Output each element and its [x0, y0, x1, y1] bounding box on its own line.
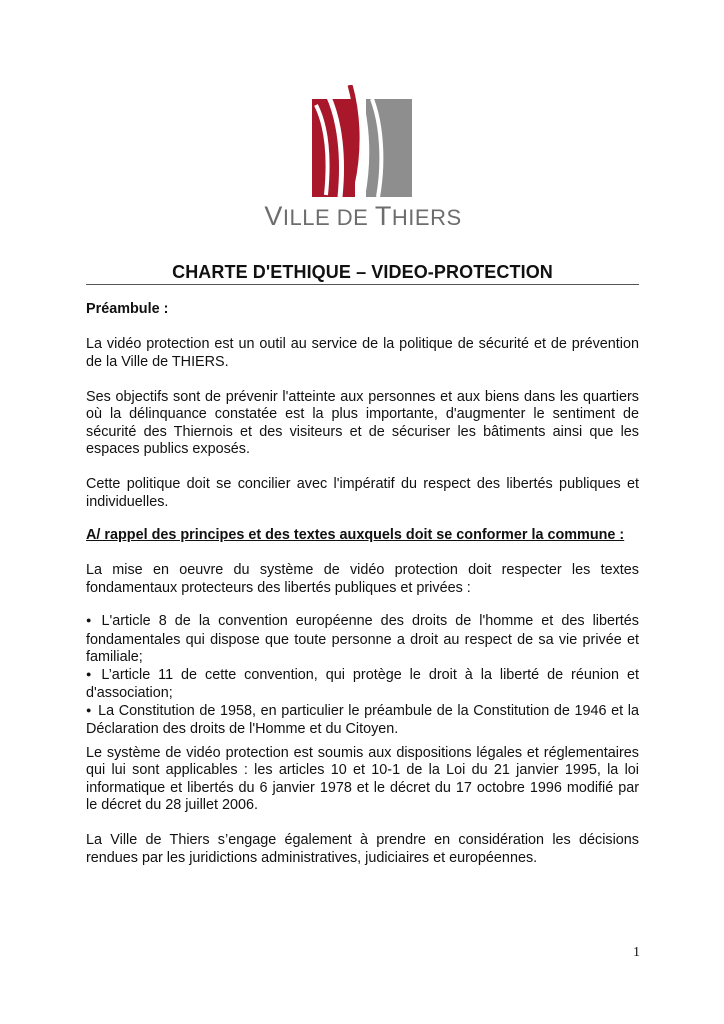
- paragraph-intro-2: Ses objectifs sont de prévenir l'atteinte aux personnes et aux biens dans les quartiers où la délinquance constatée est la plus importante, d'augmenter le sentiment de sécurité des Thiernois et des visiteurs et de sécuriser les bâtiments ainsi que les espaces publics exposés.: [86, 388, 639, 457]
- bullet-icon: ●: [86, 704, 93, 715]
- list-item-text: L’article 11 de cette convention, qui protège le droit à la liberté de réunion et d'association;: [86, 666, 640, 701]
- document-title: CHARTE D'ETHIQUE – VIDEO-PROTECTION: [172, 262, 553, 282]
- logo-wordmark: [262, 201, 464, 232]
- list-item-text: La Constitution de 1958, en particulier le préambule de la Constitution de 1946 et la Déclaration des droits de l'Homme et du Citoyen.: [86, 702, 639, 737]
- list-item-text: L'article 8 de la convention européenne des droits de l'homme et des libertés fondamentales qui dispose que toute personne a droit au respect de sa vie privée et familiale;: [86, 613, 640, 665]
- section-a-intro: La mise en oeuvre du système de vidéo protection doit respecter les textes fondamentaux protecteurs des libertés publiques et privées :: [86, 562, 639, 596]
- page-number: 1: [633, 945, 640, 960]
- logo-text-ille-de: ILLE DE: [282, 205, 375, 230]
- list-item: [86, 703, 639, 739]
- logo-text-hiers: HIERS: [391, 205, 462, 230]
- logo-letter-t: T: [374, 201, 392, 231]
- paragraph-intro-3: Cette politique doit se concilier avec l'impératif du respect des libertés publiques et individuelles.: [86, 476, 639, 510]
- paragraph-legal: Le système de vidéo protection est soumis aux dispositions légales et réglementaires qui lui sont applicables : les articles 10 et 10-1 de la Loi du 21 janvier 1995, la loi informatique et libertés du 6 janvier 1978 et le décret du 17 octobre 1996 modifié par le décret du 28 juillet 2006.: [86, 744, 639, 813]
- section-a-heading: A/ rappel des principes et des textes auxquels doit se conformer la commune :: [86, 527, 625, 543]
- list-item: [86, 667, 639, 703]
- ville-de-thiers-logo: [262, 85, 464, 233]
- bullet-icon: ●: [86, 615, 96, 625]
- logo-emblem-icon: [312, 85, 412, 197]
- bullet-icon: ●: [86, 668, 96, 679]
- title-divider: [86, 284, 639, 285]
- preamble-heading: Préambule :: [86, 301, 169, 317]
- paragraph-intro-1: La vidéo protection est un outil au service de la politique de sécurité et de prévention de la Ville de THIERS.: [86, 336, 639, 370]
- legal-texts-list: [86, 613, 639, 739]
- document-body: [86, 301, 639, 867]
- logo-letter-v: V: [264, 201, 283, 231]
- paragraph-ville: La Ville de Thiers s’engage également à prendre en considération les décisions rendues par les juridictions administratives, judiciaires et européennes.: [86, 832, 639, 866]
- list-item: [86, 613, 639, 667]
